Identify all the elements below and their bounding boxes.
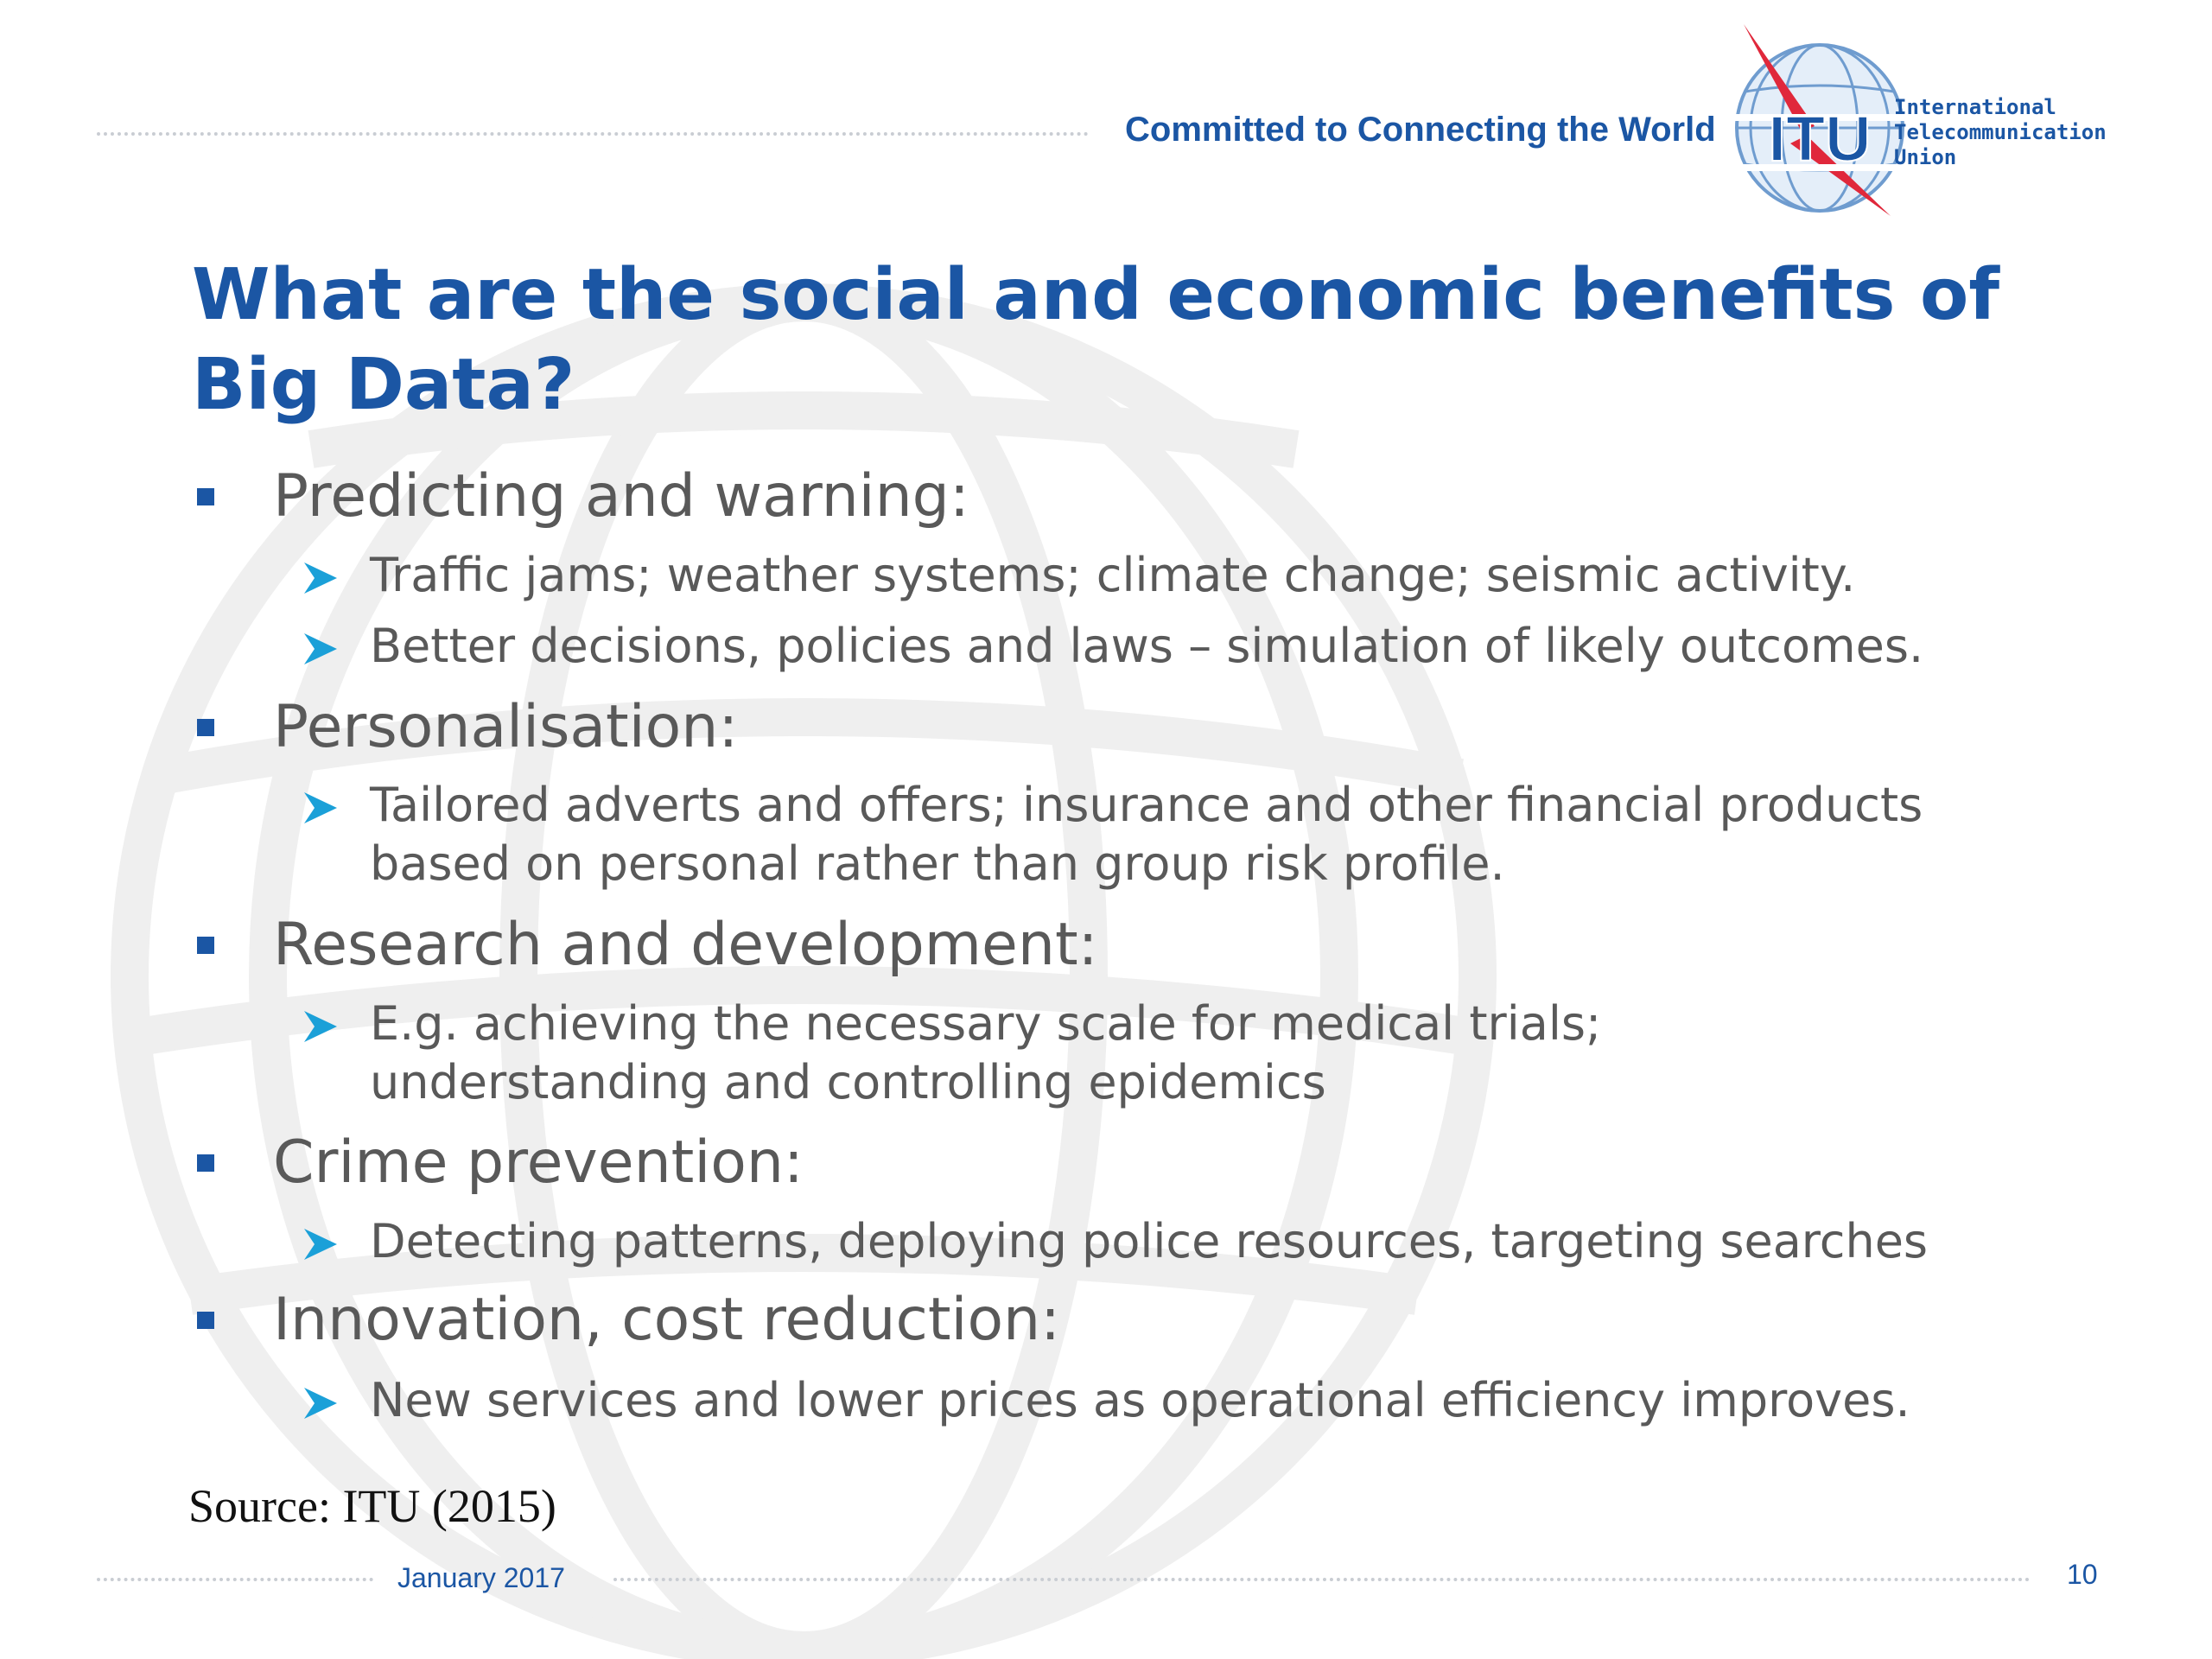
bullet-subitem: Traffic jams; weather systems; climate change; seismic activity. (370, 548, 1856, 602)
bullet-subitem: Tailored adverts and offers; insurance and other financial products based on personal rather than group risk profile. (370, 778, 1923, 891)
arrow-bullet-icon (302, 1227, 339, 1262)
arrow-bullet-icon (302, 1386, 339, 1421)
source-citation: Source: ITU (2015) (188, 1480, 556, 1532)
bullet-subitem: Better decisions, policies and laws – simulation of likely outcomes. (370, 619, 1924, 673)
org-name-line: Union (1894, 145, 1957, 169)
footer-divider-dots-right (613, 1578, 2031, 1581)
org-name (1894, 95, 2107, 170)
arrow-bullet-icon (302, 632, 339, 666)
org-name-line: International (1894, 95, 2056, 119)
footer-date: January 2017 (397, 1562, 565, 1593)
arrow-bullet-icon (302, 1009, 339, 1044)
bullet-square-icon (197, 1154, 214, 1172)
header-tagline: Committed to Connecting the World (1125, 111, 1716, 149)
bullet-square-icon (197, 719, 214, 736)
bullet-heading: Personalisation: (273, 693, 739, 761)
bullet-subitem: Detecting patterns, deploying police resources, targeting searches (370, 1214, 1929, 1268)
bullet-square-icon (197, 1312, 214, 1329)
itu-globe-logo-icon (1718, 24, 1922, 219)
page-number: 10 (2067, 1559, 2098, 1590)
bullet-subitem: E.g. achieving the necessary scale for medical trials; understanding and controlling epidemics (370, 996, 1602, 1109)
arrow-bullet-icon (302, 561, 339, 595)
itu-logo-text: ITU (1768, 103, 1872, 175)
header-divider-dots (97, 132, 1089, 136)
bullet-subitem: New services and lower prices as operational efficiency improves. (370, 1373, 1910, 1427)
bullet-square-icon (197, 937, 214, 954)
arrow-bullet-icon (302, 791, 339, 825)
bullet-heading: Crime prevention: (273, 1128, 804, 1197)
bullet-heading: Research and development: (273, 911, 1098, 979)
slide-title: What are the social and economic benefits of Big Data? (192, 254, 2000, 426)
bullet-heading: Predicting and warning: (273, 462, 969, 531)
bullet-square-icon (197, 488, 214, 505)
footer-divider-dots-left (97, 1578, 373, 1581)
org-name-line: Telecommunication (1894, 120, 2107, 144)
bullet-heading: Innovation, cost reduction: (273, 1286, 1061, 1354)
